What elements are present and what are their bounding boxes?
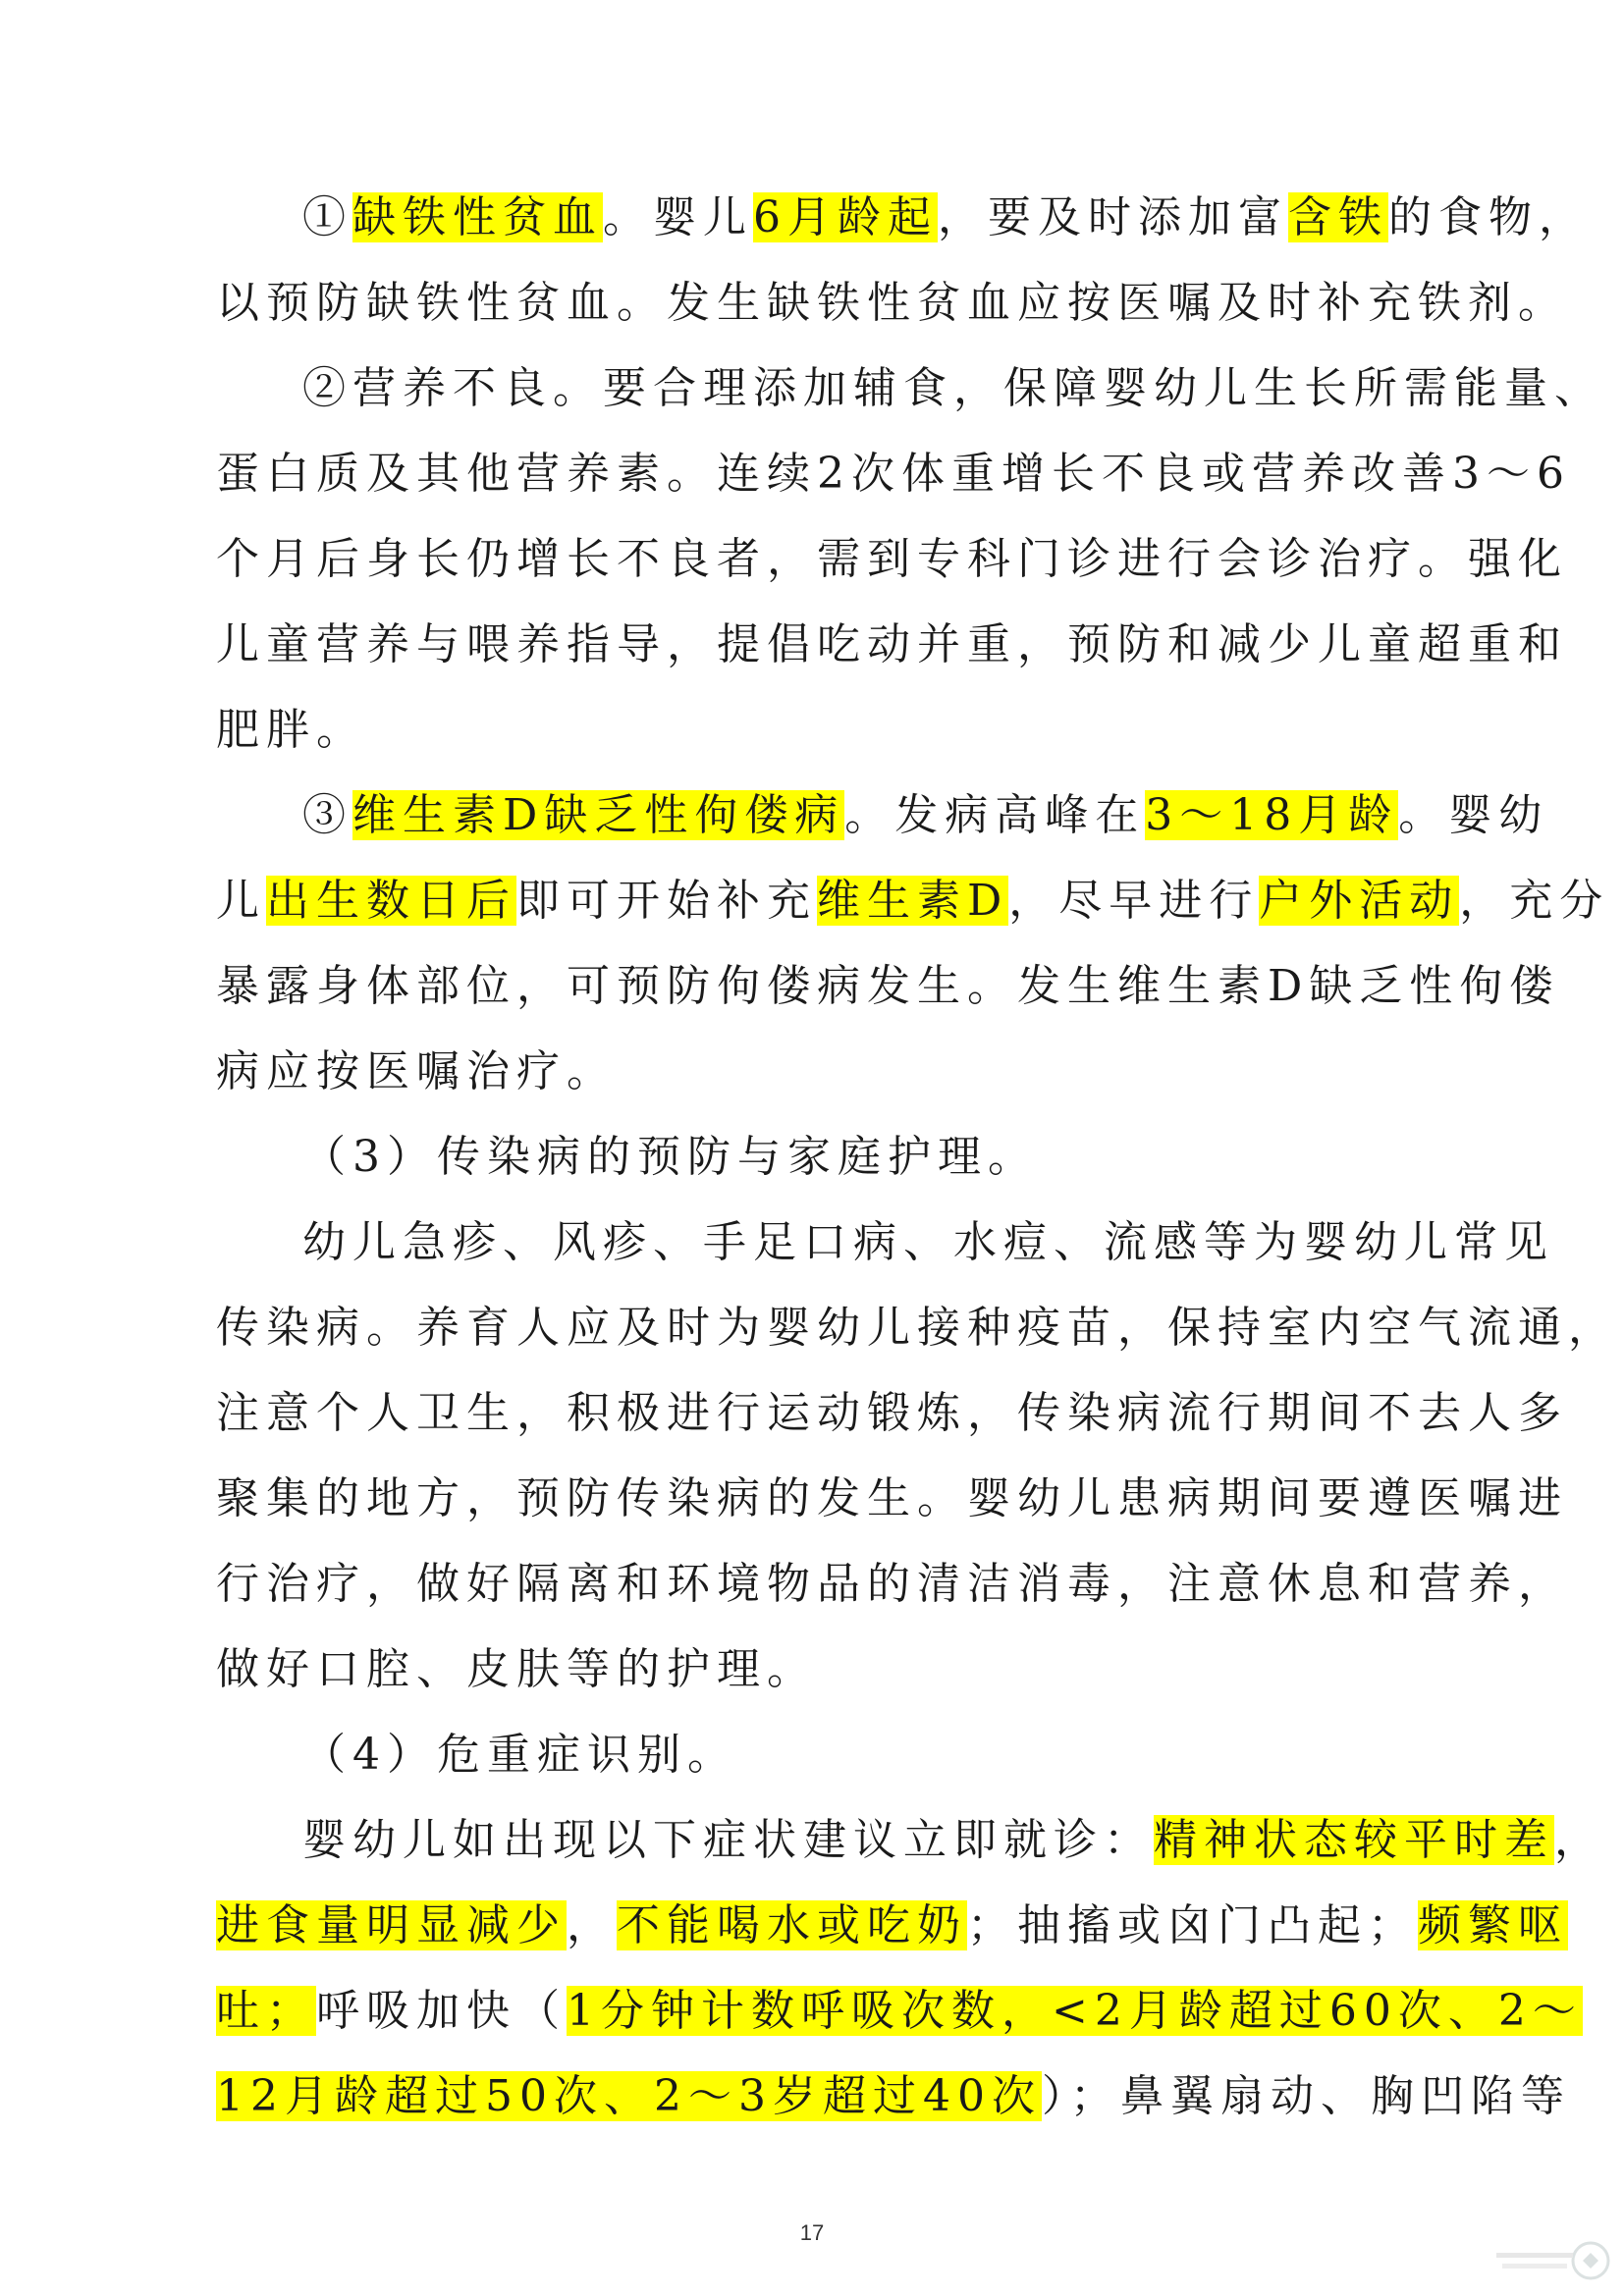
text-line — [216, 1883, 1568, 1968]
highlighted-text: 含铁 — [1288, 192, 1388, 242]
text-segment: 。婴儿 — [603, 192, 753, 242]
text-segment: 注意个人卫生，积极进行运动锻炼，传染病流行期间不去人多 — [216, 1388, 1568, 1438]
text-segment: ③ — [302, 790, 352, 840]
text-segment: ②营养不良。要合理添加辅食，保障婴幼儿生长所需能量、 — [302, 363, 1604, 413]
highlighted-text: 不能喝水或吃奶 — [617, 1900, 967, 1950]
text-line — [216, 431, 1571, 516]
text-segment: 呼吸加快（ — [316, 1986, 567, 2036]
text-line — [216, 175, 1589, 260]
text-line — [216, 943, 1560, 1029]
text-segment: 个月后身长仍增长不良者，需到专科门诊进行会诊治疗。强化 — [216, 534, 1568, 584]
text-line — [216, 1541, 1568, 1627]
text-segment: 儿童营养与喂养指导，提倡吃动并重，预防和减少儿童超重和 — [216, 619, 1568, 669]
text-line — [216, 858, 1610, 943]
text-segment: （4）危重症识别。 — [302, 1730, 737, 1780]
text-segment: 病应按医嘱治疗。 — [216, 1046, 617, 1096]
watermark-logo — [1492, 2235, 1610, 2286]
highlighted-text: 进食量明显减少 — [216, 1900, 567, 1950]
highlighted-text: 出生数日后 — [266, 876, 516, 926]
text-segment: ，要及时添加富 — [938, 192, 1288, 242]
text-segment: 肥胖。 — [216, 705, 366, 755]
highlighted-text: 12月龄超过50次、2～3岁超过40次 — [216, 2071, 1042, 2121]
text-segment: ，尽早进行 — [1008, 876, 1260, 926]
text-line — [216, 1370, 1568, 1456]
text-line — [216, 602, 1568, 687]
text-segment: 即可开始补充 — [516, 876, 817, 926]
text-segment: 暴露身体部位，可预防佝偻病发生。发生维生素D缺乏性佝偻 — [216, 961, 1560, 1011]
page-number: 17 — [799, 2220, 825, 2245]
highlighted-text: 频繁呕 — [1418, 1900, 1568, 1950]
text-segment: 幼儿急疹、风疹、手足口病、水痘、流感等为婴幼儿常见 — [302, 1217, 1554, 1267]
text-segment: 蛋白质及其他营养素。连续2次体重增长不良或营养改善3～6 — [216, 449, 1571, 499]
text-segment: 聚集的地方，预防传染病的发生。婴幼儿患病期间要遵医嘱进 — [216, 1473, 1568, 1523]
text-segment: 行治疗，做好隔离和环境物品的清洁消毒，注意休息和营养， — [216, 1559, 1568, 1609]
text-segment: ， — [1554, 1815, 1604, 1865]
text-line — [216, 346, 1604, 431]
text-line — [216, 260, 1568, 346]
document-body — [216, 175, 1618, 2139]
highlighted-text: 精神状态较平时差 — [1154, 1815, 1554, 1865]
text-segment: ；抽搐或囟门凸起； — [967, 1900, 1418, 1950]
highlighted-text: 6月龄起 — [753, 192, 938, 242]
text-line — [216, 2054, 1571, 2139]
text-segment: 做好口腔、皮肤等的护理。 — [216, 1644, 817, 1694]
text-line — [216, 687, 1419, 773]
text-line — [216, 1285, 1618, 1370]
highlighted-text: 维生素D — [817, 876, 1009, 926]
text-segment: 传染病。养育人应及时为婴幼儿接种疫苗，保持室内空气流通， — [216, 1303, 1618, 1353]
text-line — [216, 1456, 1568, 1541]
text-segment: ， — [567, 1900, 617, 1950]
text-segment: 以预防缺铁性贫血。发生缺铁性贫血应按医嘱及时补充铁剂。 — [216, 278, 1568, 328]
text-line — [216, 773, 1549, 858]
highlighted-text: 户外活动 — [1259, 876, 1460, 926]
text-segment: 儿 — [216, 876, 266, 926]
text-segment: （3）传染病的预防与家庭护理。 — [302, 1132, 1038, 1182]
text-line — [216, 1114, 1419, 1200]
highlighted-text: 缺铁性贫血 — [352, 192, 603, 242]
watermark-icon — [1492, 2235, 1610, 2286]
text-segment: 婴幼儿如出现以下症状建议立即就诊： — [302, 1815, 1154, 1865]
highlighted-text: 维生素D缺乏性佝偻病 — [352, 790, 845, 840]
text-segment: 。婴幼 — [1398, 790, 1549, 840]
text-line — [216, 1627, 1419, 1712]
highlighted-text: 吐； — [216, 1986, 316, 2036]
text-line — [216, 1200, 1554, 1285]
text-line — [216, 516, 1568, 602]
text-line — [216, 1968, 1583, 2054]
highlighted-text: 1分钟计数呼吸次数，<2月龄超过60次、2～ — [567, 1986, 1583, 2036]
text-segment: 。发病高峰在 — [844, 790, 1146, 840]
text-line — [216, 1712, 1419, 1797]
text-segment: ① — [302, 192, 352, 242]
highlighted-text: 3～18月龄 — [1145, 790, 1399, 840]
text-segment: 的食物， — [1388, 192, 1589, 242]
text-segment: ，充分 — [1459, 876, 1610, 926]
text-line — [216, 1029, 1419, 1114]
text-segment: ）；鼻翼扇动、胸凹陷等 — [1041, 2071, 1571, 2121]
text-line — [216, 1797, 1604, 1883]
